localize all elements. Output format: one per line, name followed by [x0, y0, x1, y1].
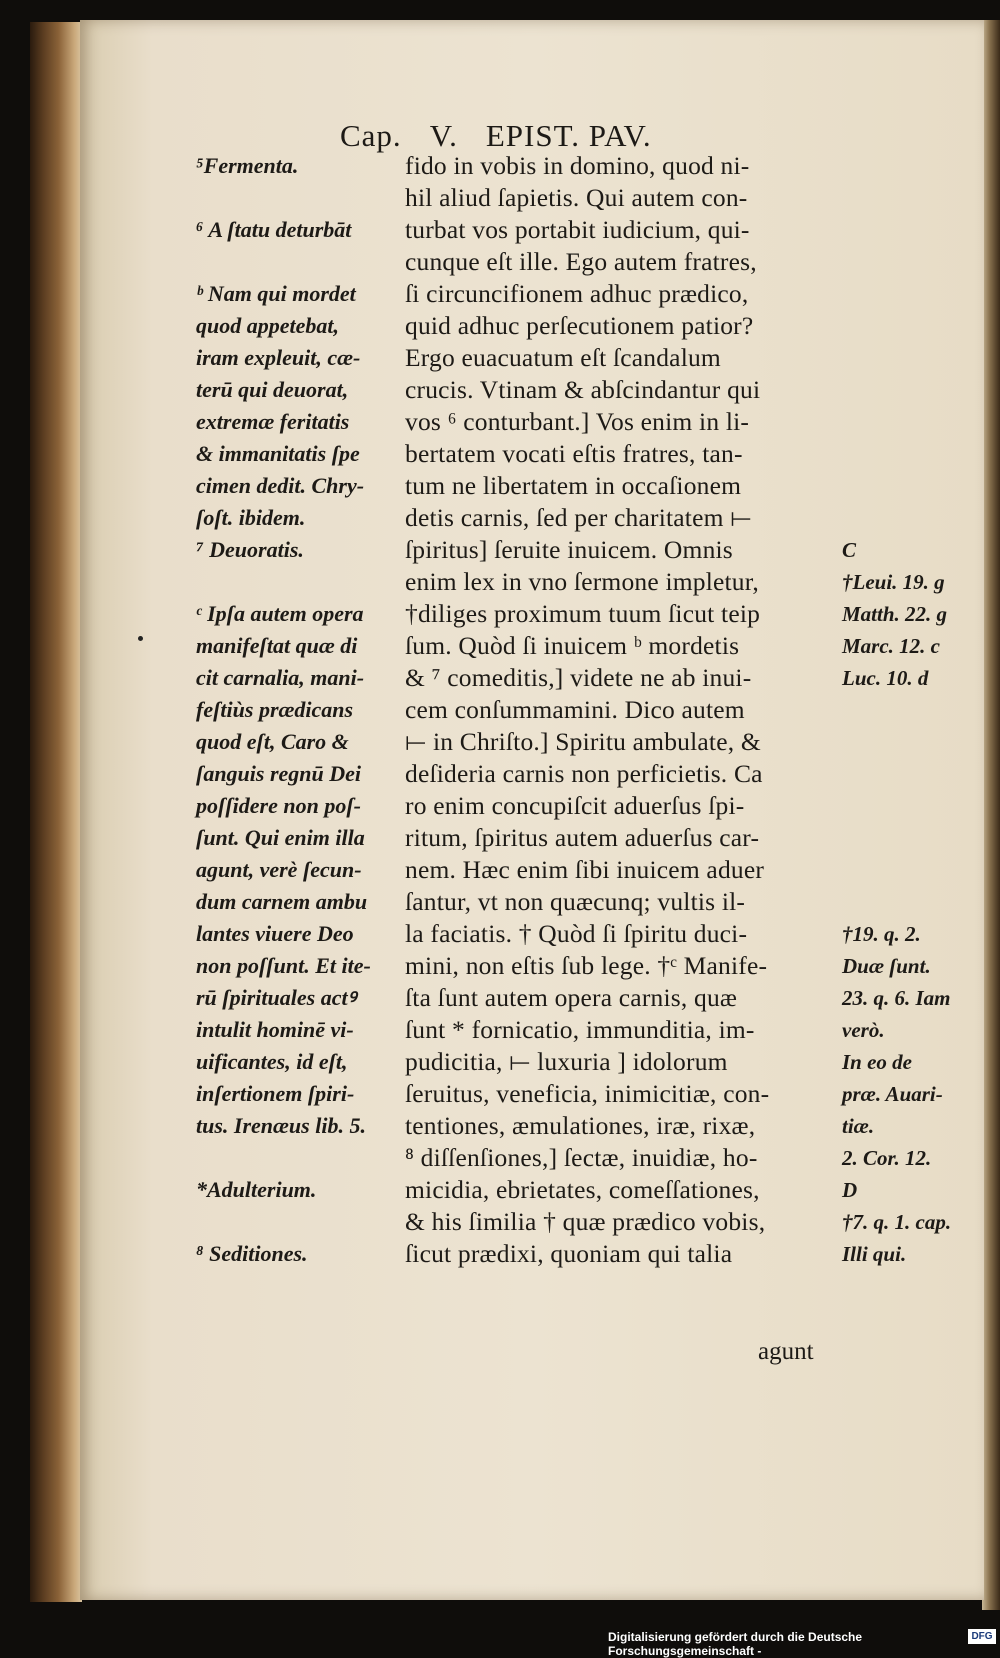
main-text-line: detis carnis, ſed per charitatem ⟝	[405, 503, 752, 532]
main-text-line: Ergo euacuatum eſt ſcandalum	[405, 343, 721, 372]
margin-reference: †19. q. 2.	[842, 922, 921, 946]
gloss-note-line: ⁷ Deuoratis.	[196, 537, 304, 562]
gloss-note-line: poſſidere non poſ-	[196, 793, 361, 818]
gloss-note-line: ſunt. Qui enim illa	[196, 825, 365, 850]
gloss-note-line: ᶜ Ipſa autem opera	[196, 601, 364, 626]
gloss-note-line: quod appetebat,	[196, 313, 339, 338]
main-text-line: fido in vobis in domino, quod ni-	[405, 151, 750, 180]
main-text-line: quid adhuc perſecutionem patior?	[405, 311, 754, 340]
margin-reference: Duæ ſunt.	[842, 954, 931, 978]
gloss-note-line: ᵇ Nam qui mordet	[196, 281, 356, 306]
main-text-line: ⁸ diſſenſiones,] ſectæ, inuidiæ, ho-	[405, 1143, 758, 1172]
book-fore-edge	[30, 22, 82, 1602]
margin-reference: 23. q. 6. Iam	[842, 986, 951, 1010]
main-text-line: tentiones, æmulationes, iræ, rixæ,	[405, 1111, 756, 1140]
margin-reference: In eo de	[842, 1050, 912, 1074]
main-text-line: cem conſummamini. Dico autem	[405, 695, 745, 724]
margin-reference: præ. Auari-	[842, 1082, 943, 1106]
gloss-note-line: feſtiùs prædicans	[196, 697, 354, 722]
main-text-line: ſicut prædixi, quoniam qui talia	[405, 1239, 733, 1268]
main-text-line: micidia, ebrietates, comeſſationes,	[405, 1175, 760, 1204]
main-text-line: enim lex in vno ſermone impletur,	[405, 567, 760, 596]
main-text-line: turbat vos portabit iudicium, qui-	[405, 215, 750, 244]
main-text-line: tum ne libertatem in occaſionem	[405, 471, 742, 500]
margin-reference: 2. Cor. 12.	[842, 1146, 932, 1170]
dfg-logo: DFG	[968, 1629, 996, 1644]
gloss-note-line: *Adulterium.	[196, 1177, 317, 1202]
gloss-note-line: iram expleuit, cæ-	[196, 345, 361, 370]
main-text-line: mini, non eſtis ſub lege. †ᶜ Manife-	[405, 951, 768, 980]
main-text-line: & ⁷ comeditis,] videte ne ab inui-	[405, 663, 752, 692]
header-title: EPIST. PAV.	[485, 118, 652, 153]
main-text-line: vos ⁶ conturbant.] Vos enim in li-	[405, 407, 750, 436]
margin-reference: Marc. 12. c	[842, 634, 940, 658]
main-text-line: ſeruitus, veneficia, inimicitiæ, con-	[405, 1079, 770, 1108]
main-text-line: crucis. Vtinam & abſcindantur qui	[405, 375, 761, 404]
main-text-line: cunque eſt ille. Ego autem fratres,	[405, 247, 757, 276]
main-text-line: deſideria carnis non perficietis. Ca	[405, 759, 763, 788]
gloss-note-line: ſoſt. ibidem.	[196, 505, 306, 530]
main-text-line: nem. Hæc enim ſibi inuicem aduer	[405, 855, 765, 884]
main-text-line: ro enim concupiſcit aduerſus ſpi-	[405, 791, 745, 820]
main-text-line: ⟝ in Chriſto.] Spiritu ambulate, &	[405, 727, 761, 756]
main-text-line: la faciatis. † Quòd ſi ſpiritu duci-	[405, 919, 748, 948]
main-text-line: ritum, ſpiritus autem aduerſus car-	[405, 823, 760, 852]
header-chapter: Cap.	[340, 118, 402, 153]
margin-reference: Luc. 10. d	[842, 666, 929, 690]
gloss-note-line: manifeſtat quæ di	[196, 633, 358, 658]
margin-reference: †Leui. 19. g	[842, 570, 945, 594]
gloss-note-line: agunt, verè ſecun-	[196, 857, 362, 882]
page-speck	[138, 636, 143, 641]
catchword: agunt	[758, 1338, 814, 1365]
page-right-edge	[982, 20, 1000, 1610]
margin-reference: Illi qui.	[842, 1242, 907, 1266]
margin-reference: †7. q. 1. cap.	[842, 1210, 952, 1234]
main-text-line: ſpiritus] ſeruite inuicem. Omnis	[405, 535, 733, 564]
main-text-line: †diliges proximum tuum ſicut teip	[405, 599, 761, 628]
gloss-note-line: quod eſt, Caro &	[196, 729, 349, 754]
digitization-credit: Digitalisierung gefördert durch die Deutsche Forschungsgemeinschaft -	[608, 1630, 863, 1658]
main-text-line: ſum. Quòd ſi inuicem ᵇ mordetis	[405, 631, 740, 660]
main-text-line: ſantur, vt non quæcunq; vultis il-	[405, 887, 746, 916]
gloss-note-line: ſanguis regnū Dei	[196, 761, 362, 786]
gloss-note-line: ⁵Fermenta.	[196, 153, 299, 178]
main-text-line: ſta ſunt autem opera carnis, quæ	[405, 983, 738, 1012]
gloss-note-line: tus. Irenæus lib. 5.	[196, 1113, 366, 1138]
gloss-note-line: rū ſpirituales actꝰ	[196, 985, 356, 1010]
gloss-note-line: uificantes, id eſt,	[196, 1049, 348, 1074]
gloss-note-line: dum carnem ambu	[196, 889, 368, 914]
gloss-note-line: non poſſunt. Et ite-	[196, 953, 371, 978]
gloss-note-line: lantes viuere Deo	[196, 921, 354, 946]
main-text-line: ſunt * fornicatio, immunditia, im-	[405, 1015, 755, 1044]
header-number: V.	[429, 118, 458, 153]
gloss-note-line: intulit hominē vi-	[196, 1017, 354, 1042]
gloss-note-line: extremæ feritatis	[196, 409, 350, 434]
gloss-note-line: cit carnalia, mani-	[196, 665, 365, 690]
main-text-line: pudicitia, ⟝ luxuria ] idolorum	[405, 1047, 728, 1076]
margin-reference: C	[842, 538, 857, 562]
margin-reference: tiæ.	[842, 1114, 875, 1138]
gloss-note-line: ⁸ Seditiones.	[196, 1241, 308, 1266]
gloss-note-line: ⁶ A ſtatu deturbāt	[196, 217, 352, 242]
margin-reference: Matth. 22. g	[842, 602, 948, 626]
gloss-note-line: & immanitatis ſpe	[196, 441, 360, 466]
margin-reference: D	[842, 1178, 858, 1202]
gloss-note-line: cimen dedit. Chry-	[196, 473, 365, 498]
main-text-line: ſi circuncifionem adhuc prædico,	[405, 279, 749, 308]
main-text-line: & his ſimilia † quæ prædico vobis,	[405, 1207, 766, 1236]
gloss-note-line: inſertionem ſpiri-	[196, 1081, 355, 1106]
margin-reference: verò.	[842, 1018, 885, 1042]
main-text-line: bertatem vocati eſtis fratres, tan-	[405, 439, 743, 468]
gloss-note-line: terū qui deuorat,	[196, 377, 349, 402]
main-text-line: hil aliud ſapietis. Qui autem con-	[405, 183, 748, 212]
running-header	[340, 118, 680, 154]
